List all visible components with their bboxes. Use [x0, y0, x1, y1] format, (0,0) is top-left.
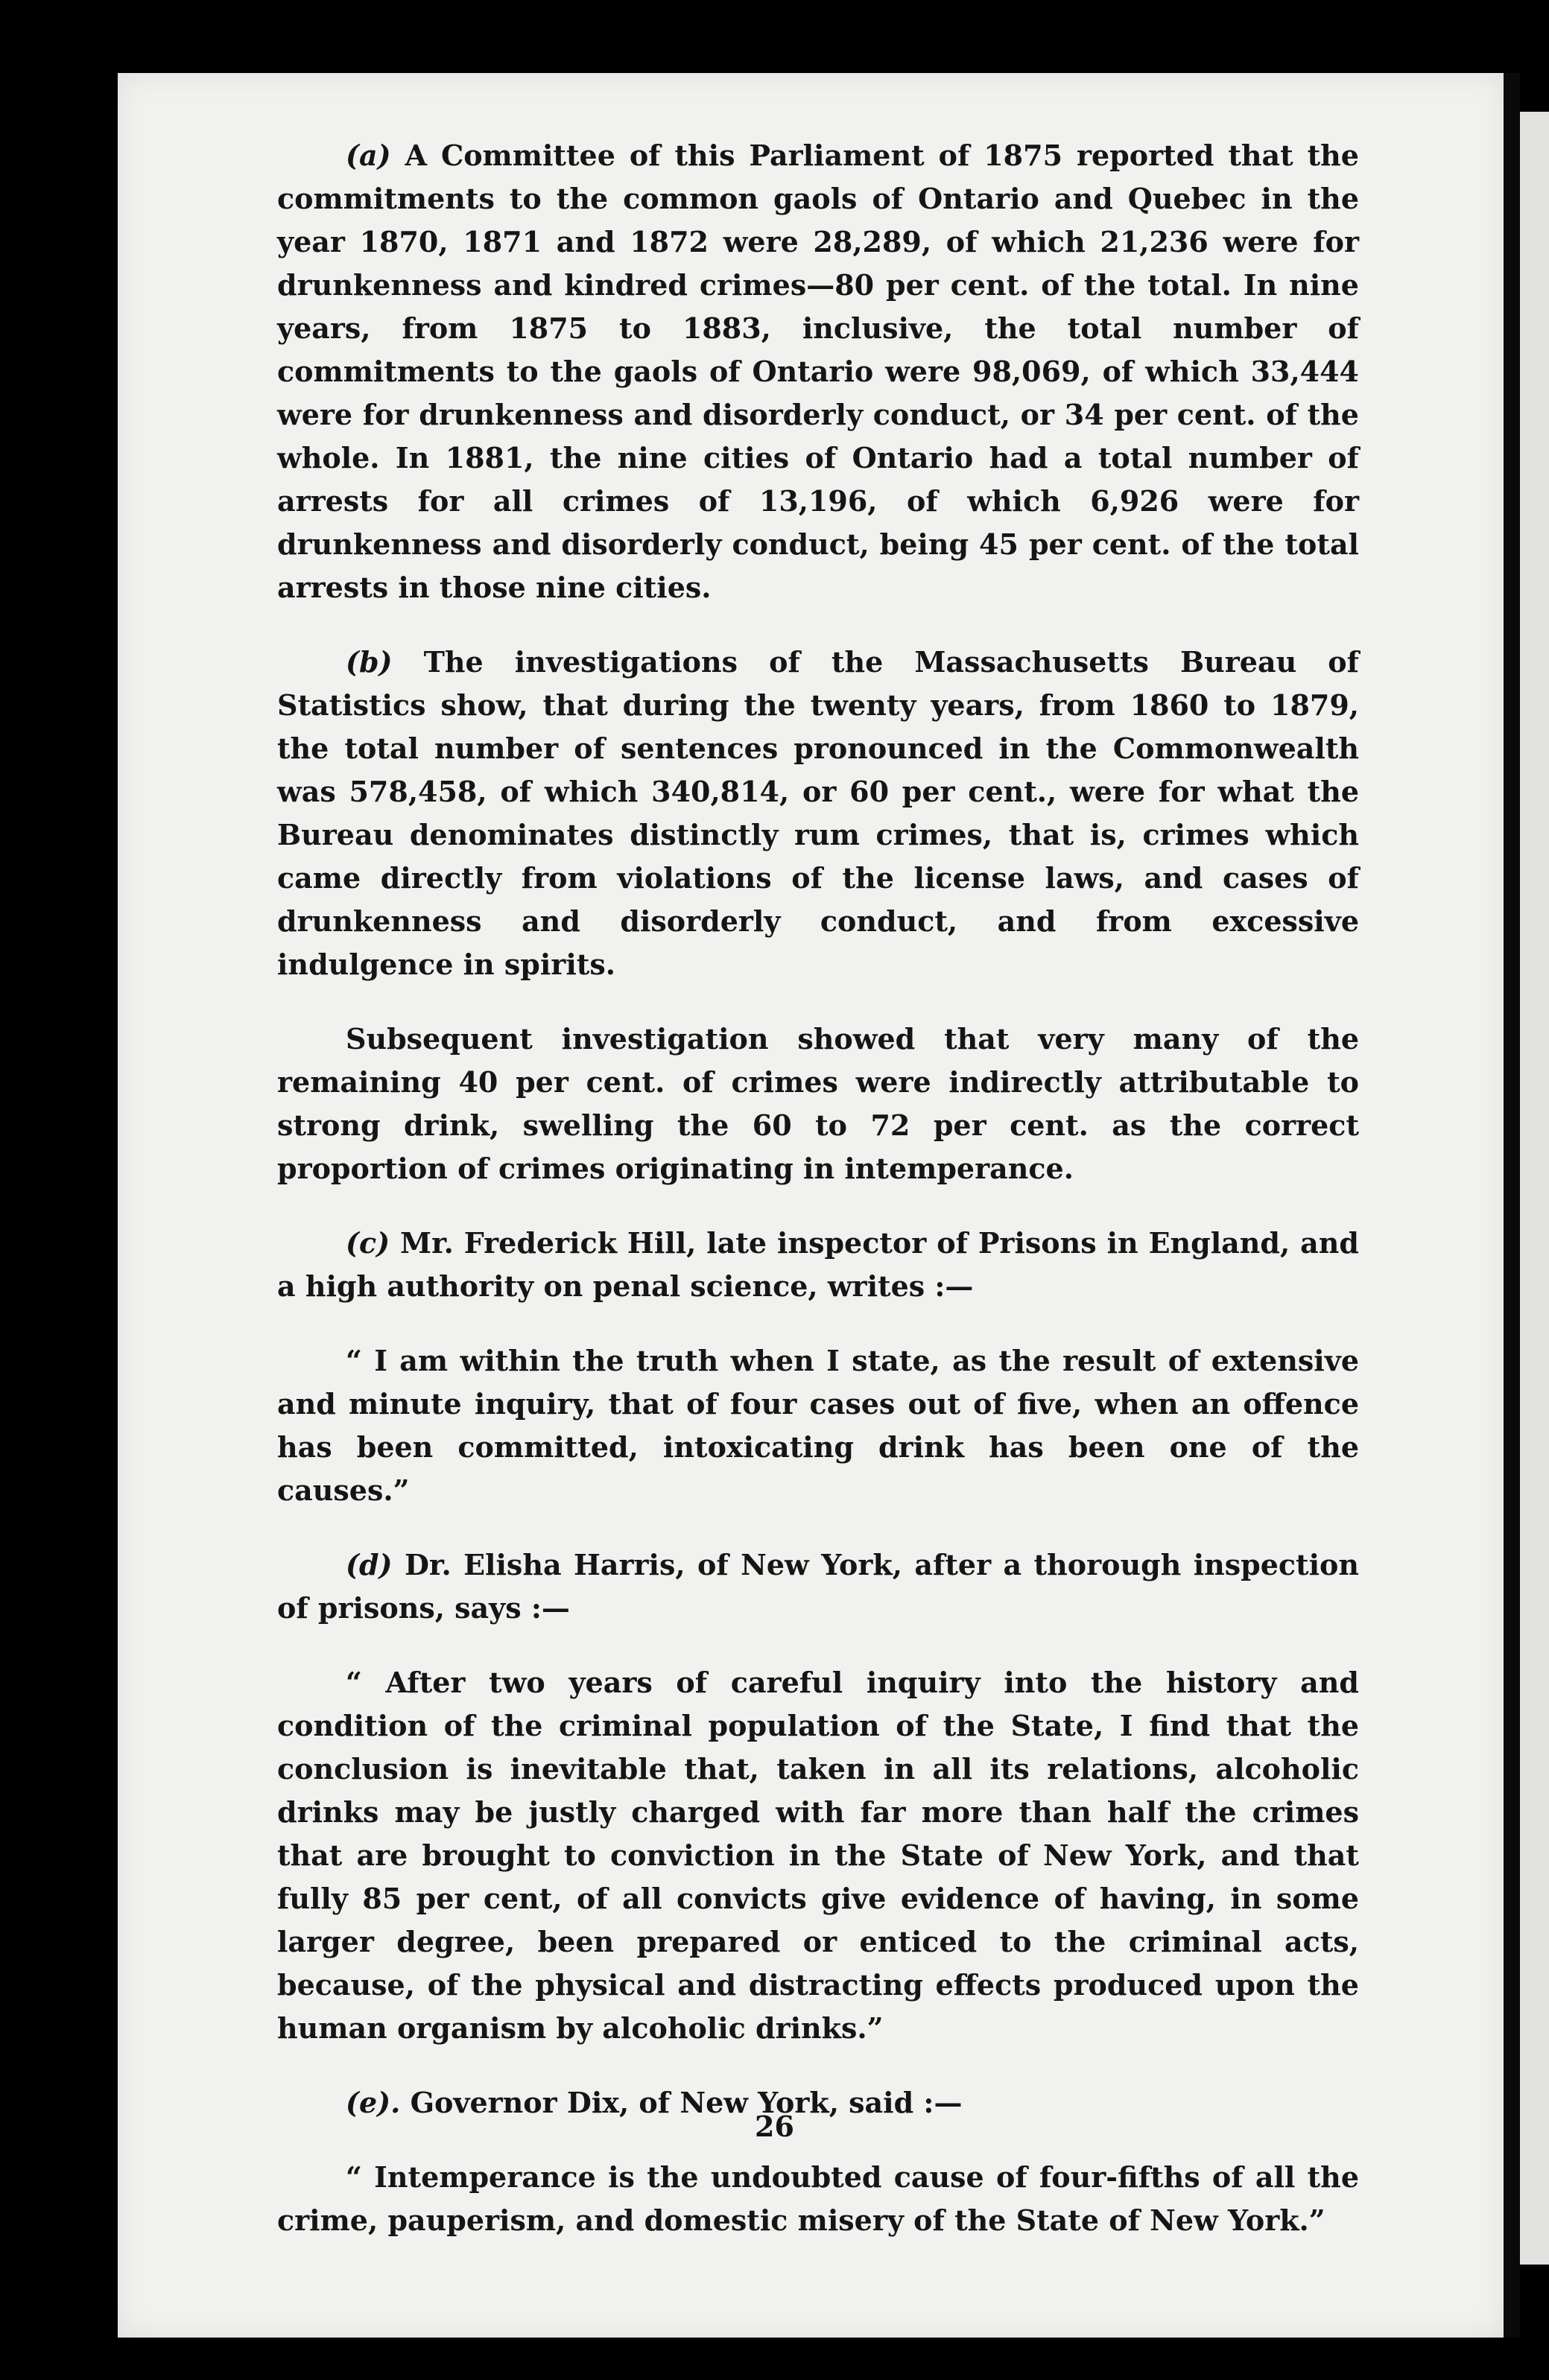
paragraph-c: [277, 1222, 1359, 1308]
paragraph-text: The investigations of the Massachusetts Bureau of Statistics show, that during the twenty years, from 1860 to 1879, the total number of sentences pronounced in the Commonwealth was 578,458, of which 340,814, or 60 per cent., were for what the Bureau denominates distinctly rum crimes, that is, crimes which came directly from violations of the license laws, and cases of drunkenness and disorderly conduct, and from excessive indulgence in spirits.: [277, 645, 1359, 981]
page-gutter: [1504, 73, 1520, 2338]
paragraph-text: “ I am within the truth when I state, as the result of extensive and minute inquiry, that of four cases out of five, when an offence has been committed, intoxicating drink has been one of the causes.”: [277, 1344, 1359, 1507]
paragraph-text: Dr. Elisha Harris, of New York, after a thorough inspection of prisons, says :—: [277, 1548, 1359, 1625]
paragraph-text: Mr. Frederick Hill, late inspector of Prisons in England, and a high authority on penal science, writes :—: [277, 1226, 1359, 1303]
paragraph-text: “ Intemperance is the undoubted cause of four-fifths of all the crime, pauperism, and domestic misery of the State of New York.”: [277, 2160, 1359, 2237]
paragraph-b: [277, 641, 1359, 986]
quote-harris: [277, 1661, 1359, 2050]
paragraph-label: (c): [346, 1226, 390, 1260]
paragraph-d: [277, 1543, 1359, 1630]
quote-dix: [277, 2156, 1359, 2242]
paragraph-text: Subsequent investigation showed that very many of the remaining 40 per cent. of crimes were indirectly attributable to strong drink, swelling the 60 to 72 per cent. as the correct proportion of crimes originating in intemperance.: [277, 1022, 1359, 1185]
paragraph-label: (a): [346, 139, 391, 172]
paragraph-label: (b): [346, 645, 393, 679]
adjacent-page-edge: [1520, 112, 1549, 2265]
paragraph-label: (e).: [346, 2086, 401, 2119]
quote-hill: [277, 1339, 1359, 1512]
paragraph-text: A Committee of this Parliament of 1875 reported that the commitments to the common gaols of Ontario and Quebec in the year 1870, 1871 and 1872 were 28,289, of which 21,236 were for drunkenness and kindred crimes—80 per cent. of the total. In nine years, from 1875 to 1883, inclusive, the total number of commitments to the gaols of Ontario were 98,069, of which 33,444 were for drunkenness and disorderly conduct, or 34 per cent. of the whole. In 1881, the nine cities of Ontario had a total number of arrests for all crimes of 13,196, of which 6,926 were for drunkenness and disorderly conduct, being 45 per cent. of the total arrests in those nine cities.: [277, 139, 1359, 604]
paragraph-label: (d): [346, 1548, 393, 1581]
paragraph-subsequent: [277, 1018, 1359, 1190]
paragraph-text: “ After two years of careful inquiry into the history and condition of the criminal population of the State, I find that the conclusion is inevitable that, taken in all its relations, alcoholic drinks may be justly charged with far more than half the crimes that are brought to conviction in the State of New York, and that fully 85 per cent, of all convicts give evidence of having, in some larger degree, been prepared or enticed to the criminal acts, because, of the physical and distracting effects produced upon the human organism by alcoholic drinks.”: [277, 1666, 1359, 2045]
paragraph-text: Governor Dix, of New York, said :—: [400, 2086, 963, 2119]
body-text: [277, 134, 1359, 2273]
paragraph-a: [277, 134, 1359, 609]
page-number: 26: [755, 2110, 794, 2143]
